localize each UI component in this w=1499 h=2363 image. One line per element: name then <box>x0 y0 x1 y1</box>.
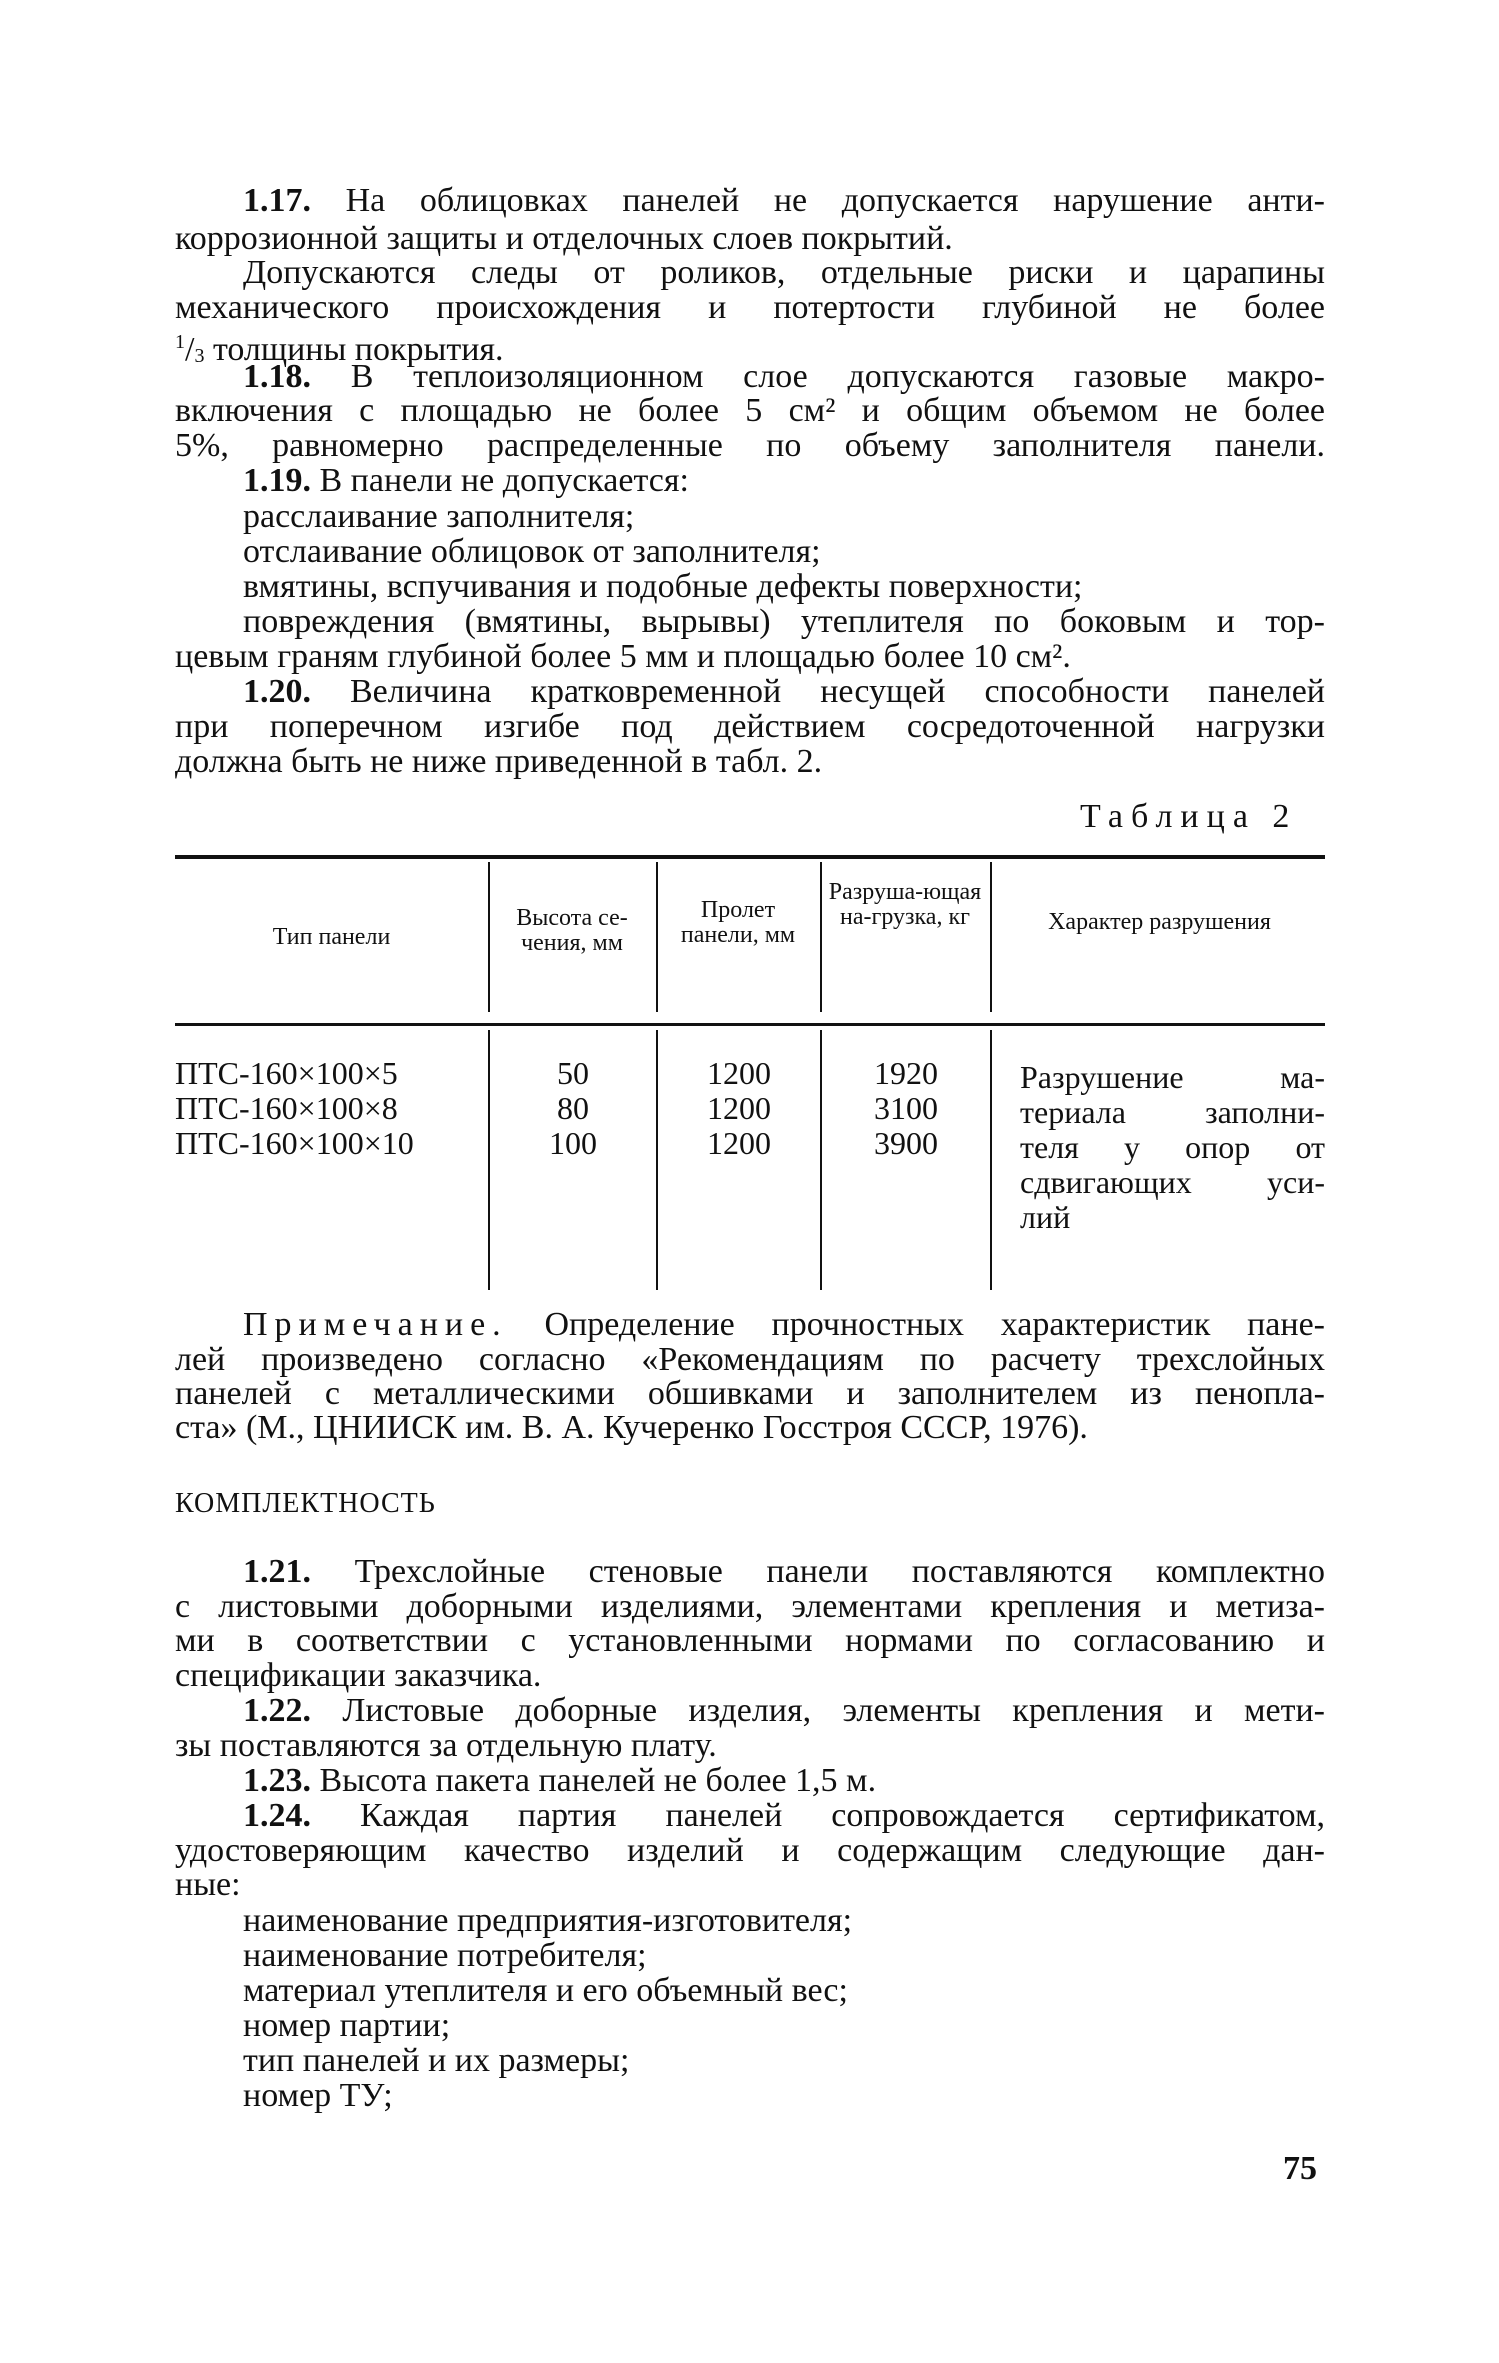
table-top-rule <box>175 855 1325 859</box>
table-header-load: Разруша-ющая на-грузка, кг <box>828 879 982 930</box>
table-header-rule <box>175 1023 1325 1026</box>
clause-1-20-line-2: при поперечном изгибе под действием сосредоточенной нагрузки <box>175 708 1325 745</box>
clause-1-24-item: материал утеплителя и его объемный вес; <box>243 1972 848 2009</box>
fraction-numerator: 1 <box>175 331 185 353</box>
table-cell-load: 1920 <box>874 1055 938 1091</box>
clause-1-17-line-3: Допускаются следы от роликов, отдельные риски и царапины <box>243 254 1325 291</box>
text: Листовые доборные изделия, элементы крепления и мети- <box>342 1692 1325 1729</box>
table-col-divider <box>990 1030 992 1290</box>
table-header-type: Тип панели <box>272 924 391 950</box>
note-line-1 <box>243 1306 1325 1344</box>
text: Трехслойные стеновые панели поставляются комплектно <box>354 1553 1325 1590</box>
clause-number: 1.21. <box>243 1553 311 1590</box>
clause-number: 1.18. <box>243 358 311 395</box>
table-cell-type: ПТС-160×100×10 <box>175 1125 414 1161</box>
table-cell-height: 100 <box>549 1125 597 1161</box>
table-header-height: Высота се-чения, мм <box>516 905 628 956</box>
clause-1-19-item: отслаивание облицовок от заполнителя; <box>243 533 821 570</box>
table-caption: Таблица 2 <box>1080 798 1298 835</box>
clause-1-19-item: расслаивание заполнителя; <box>243 498 635 535</box>
clause-1-24-line-1 <box>243 1797 1325 1835</box>
clause-1-18-line-3: 5%, равномерно распределенные по объему заполнителя панели. <box>175 427 1325 464</box>
fraction-denominator: 3 <box>194 345 205 367</box>
table-col-divider <box>656 862 658 1012</box>
clause-number: 1.22. <box>243 1692 311 1729</box>
clause-1-21-line-4: спецификации заказчика. <box>175 1657 542 1694</box>
page-number: 75 <box>1283 2150 1317 2187</box>
clause-1-24-line-2: удостоверяющим качество изделий и содержащим следующие дан- <box>175 1832 1325 1869</box>
clause-number: 1.24. <box>243 1797 311 1834</box>
text: В теплоизоляционном слое допускаются газовые макро- <box>350 358 1325 395</box>
clause-1-18-line-2: включения с площадью не более 5 см² и общим объемом не более <box>175 392 1325 429</box>
text: толщины покрытия. <box>204 331 504 368</box>
text: На облицовках панелей не допускается нарушение анти- <box>345 182 1325 219</box>
table-header-span: Пролет панели, мм <box>680 897 796 948</box>
clause-number: 1.23. <box>243 1762 311 1799</box>
clause-1-24-item: номер ТУ; <box>243 2077 393 2114</box>
table-cell-failure-line: териала заполни- <box>1020 1094 1325 1130</box>
table-cell-failure-line: теля у опор от <box>1020 1129 1325 1165</box>
table-cell-height: 50 <box>557 1055 589 1091</box>
section-title: КОМПЛЕКТНОСТЬ <box>175 1488 436 1519</box>
table-col-divider <box>820 862 822 1012</box>
clause-1-19-line-1 <box>243 462 1325 500</box>
table-cell-span: 1200 <box>707 1055 771 1091</box>
note-line-2: лей произведено согласно «Рекомендациям по расчету трехслойных <box>175 1341 1325 1378</box>
clause-1-23-line-1 <box>243 1762 1325 1800</box>
clause-1-17-line-1 <box>243 182 1325 220</box>
clause-1-19-line-last: цевым граням глубиной более 5 мм и площадью более 10 см². <box>175 638 1071 675</box>
clause-1-22-line-1 <box>243 1692 1325 1730</box>
table-cell-failure-line: Разрушение ма- <box>1020 1059 1325 1095</box>
table-cell-span: 1200 <box>707 1125 771 1161</box>
table-cell-load: 3100 <box>874 1090 938 1126</box>
table-col-divider <box>488 862 490 1012</box>
clause-1-24-item: номер партии; <box>243 2007 451 2044</box>
note-line-3: панелей с металлическими обшивками и заполнителем из пенопла- <box>175 1375 1325 1412</box>
table-cell-type: ПТС-160×100×8 <box>175 1090 398 1126</box>
table-col-divider <box>990 862 992 1012</box>
clause-number: 1.20. <box>243 673 311 710</box>
clause-1-24-line-3: ные: <box>175 1866 241 1903</box>
clause-1-21-line-1 <box>243 1553 1325 1591</box>
table-cell-span: 1200 <box>707 1090 771 1126</box>
table-cell-failure-line: сдвигающих уси- <box>1020 1164 1325 1200</box>
note-line-4: ста» (М., ЦНИИСК им. В. А. Кучеренко Госстроя СССР, 1976). <box>175 1409 1088 1446</box>
note-label: Примечание. <box>243 1306 508 1343</box>
text: Величина кратковременной несущей способности панелей <box>350 673 1325 710</box>
table-cell-height: 80 <box>557 1090 589 1126</box>
text: Высота пакета панелей не более 1,5 м. <box>319 1762 877 1799</box>
clause-1-20-line-1 <box>243 673 1325 711</box>
clause-1-19-item: вмятины, вспучивания и подобные дефекты поверхности; <box>243 568 1083 605</box>
text: В панели не допускается: <box>319 462 689 499</box>
clause-1-17-line-4: механического происхождения и потертости глубиной не более <box>175 289 1325 326</box>
table-cell-load: 3900 <box>874 1125 938 1161</box>
clause-1-17-line-2: коррозионной защиты и отделочных слоев покрытий. <box>175 220 953 257</box>
clause-1-24-item: наименование потребителя; <box>243 1937 647 1974</box>
clause-1-21-line-3: ми в соответствии с установленными нормами по согласованию и <box>175 1622 1325 1659</box>
clause-number: 1.19. <box>243 462 311 499</box>
clause-1-20-line-3: должна быть не ниже приведенной в табл. 2. <box>175 743 823 780</box>
clause-1-21-line-2: с листовыми доборными изделиями, элементами крепления и метиза- <box>175 1588 1325 1625</box>
clause-1-24-item: тип панелей и их размеры; <box>243 2042 630 2079</box>
text: Каждая партия панелей сопровождается сертификатом, <box>360 1797 1325 1834</box>
clause-1-22-line-2: зы поставляются за отдельную плату. <box>175 1727 717 1764</box>
clause-1-18-line-1 <box>243 358 1325 396</box>
clause-1-19-item: повреждения (вмятины, вырывы) утеплителя по боковым и тор- <box>243 603 1325 640</box>
clause-1-24-item: наименование предприятия-изготовителя; <box>243 1902 853 1939</box>
table-header-failure: Характер разрушения <box>1048 909 1271 935</box>
table-cell-failure-line: лий <box>1020 1199 1071 1235</box>
clause-1-17-line-5: $^1/_3$ толщины покрытия. <box>175 331 504 368</box>
clause-number: 1.17. <box>243 182 311 219</box>
table-cell-type: ПТС-160×100×5 <box>175 1055 398 1091</box>
text: Определение прочностных характеристик пане- <box>544 1306 1325 1343</box>
